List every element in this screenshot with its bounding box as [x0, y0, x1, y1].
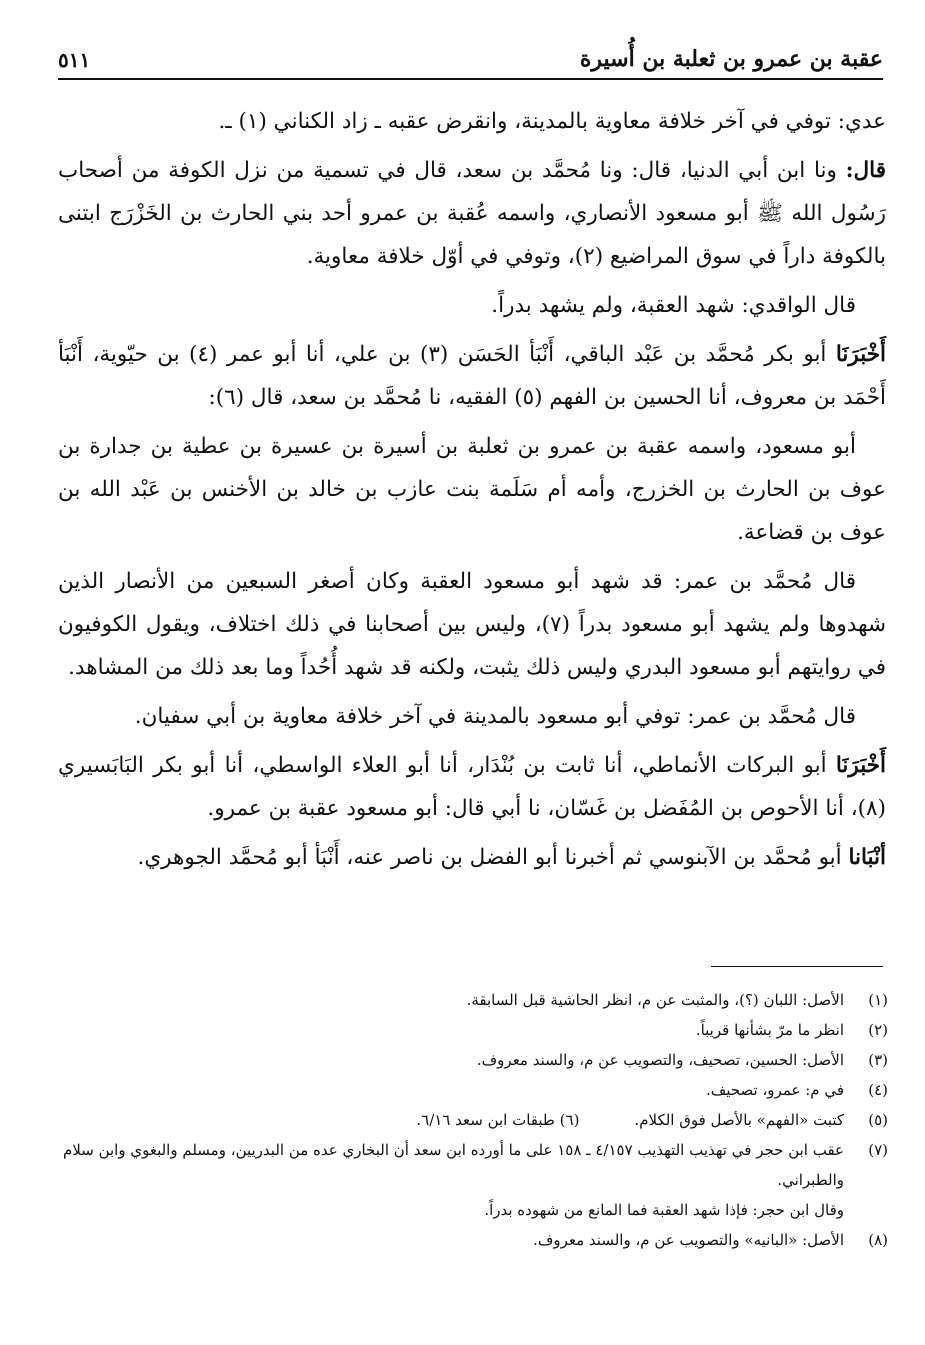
footnote-separator: [711, 966, 883, 967]
main-text: [58, 100, 886, 885]
paragraph-lead: أَخْبَرَنَا: [835, 753, 886, 778]
paragraph: [58, 836, 886, 879]
running-title: عقبة بن عمرو بن ثعلبة بن أُسيرة: [579, 46, 883, 72]
header-rule: [58, 78, 883, 80]
paragraph-lead: أَخْبَرَنَا: [835, 342, 887, 367]
footnote-text: الأصل: «البانيه» والتصويب عن م، والسند معروف.: [533, 1231, 844, 1249]
footnote-text-5: كتبت «الفهم» بالأصل فوق الكلام.: [634, 1111, 844, 1129]
footnote: [58, 1225, 888, 1255]
page-number: ٥١١: [58, 48, 91, 72]
paragraph-text: أبو مسعود، واسمه عقبة بن عمرو بن ثعلبة بن أسيرة بن عسيرة بن عطية بن جدارة بن عوف بن الحارث بن الخزرج، وأمه أم سَلَمة بنت عازب بن خالد بن الأخنس بن عَبْد الله بن عوف بن قضاعة.: [58, 434, 886, 545]
paragraph: [58, 284, 886, 327]
paragraph-text: ونا ابن أبي الدنيا، قال: ونا مُحمَّد بن سعد، قال في تسمية من نزل الكوفة من أصحاب رَسُول الله ﷺ أبو مسعود الأنصاري، واسمه عُقبة بن عمرو أحد بني الحارث بن الخَزْرَج ابتنى بالكوفة داراً في سوق المراضيع (٢)، وتوفي في أوّل خلافة معاوية.: [58, 158, 886, 269]
footnote-number: (٥): [868, 1111, 888, 1129]
paragraph: [58, 149, 886, 278]
footnote: [58, 1135, 888, 1225]
paragraph-text: أبو البركات الأنماطي، أنا ثابت بن بُنْدَار، أنا أبو العلاء الواسطي، أنا أبو بكر البَابَسيري (٨)، أنا الأحوص بن المُفَضل بن غَسّان، نا أبي قال: أبو مسعود عقبة بن عمرو.: [58, 753, 886, 821]
footnote-number: (١): [868, 991, 888, 1009]
paragraph-lead: أنْبَانا: [848, 845, 886, 870]
footnote: [58, 1075, 888, 1105]
footnote: [58, 1015, 888, 1045]
footnote-text: في م: عمرو، تصحيف.: [706, 1081, 844, 1099]
paragraph: [58, 333, 886, 419]
footnote-number-6: (٦): [559, 1111, 580, 1129]
footnote: [58, 1045, 888, 1075]
paragraph: [58, 100, 886, 143]
footnote-number: (٤): [868, 1081, 888, 1099]
footnote-continuation: وقال ابن حجر: فإذا شهد العقبة فما المانع من شهوده بدراً.: [484, 1201, 844, 1219]
footnote-text: انظر ما مرّ بشأنها قريباً.: [695, 1021, 844, 1039]
paragraph-text: قال مُحمَّد بن عمر: قد شهد أبو مسعود العقبة وكان أصغر السبعين من الأنصار الذين شهدوها ولم يشهد أبو مسعود بدراً (٧)، وليس بين أصحابنا في ذلك اختلاف، ويقول الكوفيون في روايتهم أبو مسعود البدري وليس ذلك يثبت، ولكنه قد شهد أُحُداً وما بعد ذلك من المشاهد.: [58, 569, 886, 680]
footnotes: [58, 985, 888, 1255]
paragraph-text: قال مُحمَّد بن عمر: توفي أبو مسعود بالمدينة في آخر خلافة معاوية بن أبي سفيان.: [134, 704, 856, 729]
footnote-number: (٧): [868, 1141, 888, 1159]
footnote-text-7: عقب ابن حجر في تهذيب التهذيب ٤/١٥٧ ـ ١٥٨ على ما أورده ابن سعد أن البخاري عده من البدريين، ومسلم والبغوي وابن سلام والطبراني.: [63, 1141, 844, 1189]
footnote-text-6: طبقات ابن سعد ٦/١٦.: [416, 1111, 555, 1129]
paragraph: [58, 560, 886, 689]
footnote: [58, 985, 888, 1015]
page-header: [58, 38, 883, 78]
footnote-number: (٨): [868, 1231, 888, 1249]
footnote-text: الأصل: اللبان (؟)، والمثبت عن م، انظر الحاشية قبل السابقة.: [466, 991, 844, 1009]
footnote-text: [58, 1135, 844, 1225]
footnote-number: (٢): [868, 1021, 888, 1039]
footnote: [58, 1105, 888, 1135]
footnote-text: [58, 1105, 844, 1135]
paragraph-text: أبو مُحمَّد بن الآبنوسي ثم أخبرنا أبو الفضل بن ناصر عنه، أَنْبَأ أبو مُحمَّد الجوهري.: [137, 845, 849, 870]
footnote-number: (٣): [868, 1051, 888, 1069]
paragraph-text: قال الواقدي: شهد العقبة، ولم يشهد بدراً.: [491, 293, 856, 318]
paragraph: [58, 695, 886, 738]
paragraph-text: عدي: توفي في آخر خلافة معاوية بالمدينة، وانقرض عقبه ـ زاد الكناني (١) ـ.: [218, 109, 886, 134]
paragraph-text: أبو بكر مُحمَّد بن عَبْد الباقي، أَنْبَأ الحَسَن (٣) بن علي، أنا أبو عمر (٤) بن حيّوية، أَنْبَأ أَحْمَد بن معروف، أنا الحسين بن الفهم (٥) الفقيه، نا مُحمَّد بن سعد، قال (٦):: [58, 342, 886, 410]
paragraph-lead: قال:: [845, 158, 886, 183]
footnote-text: الأصل: الحسين، تصحيف، والتصويب عن م، والسند معروف.: [476, 1051, 844, 1069]
paragraph: [58, 744, 886, 830]
paragraph: [58, 425, 886, 554]
